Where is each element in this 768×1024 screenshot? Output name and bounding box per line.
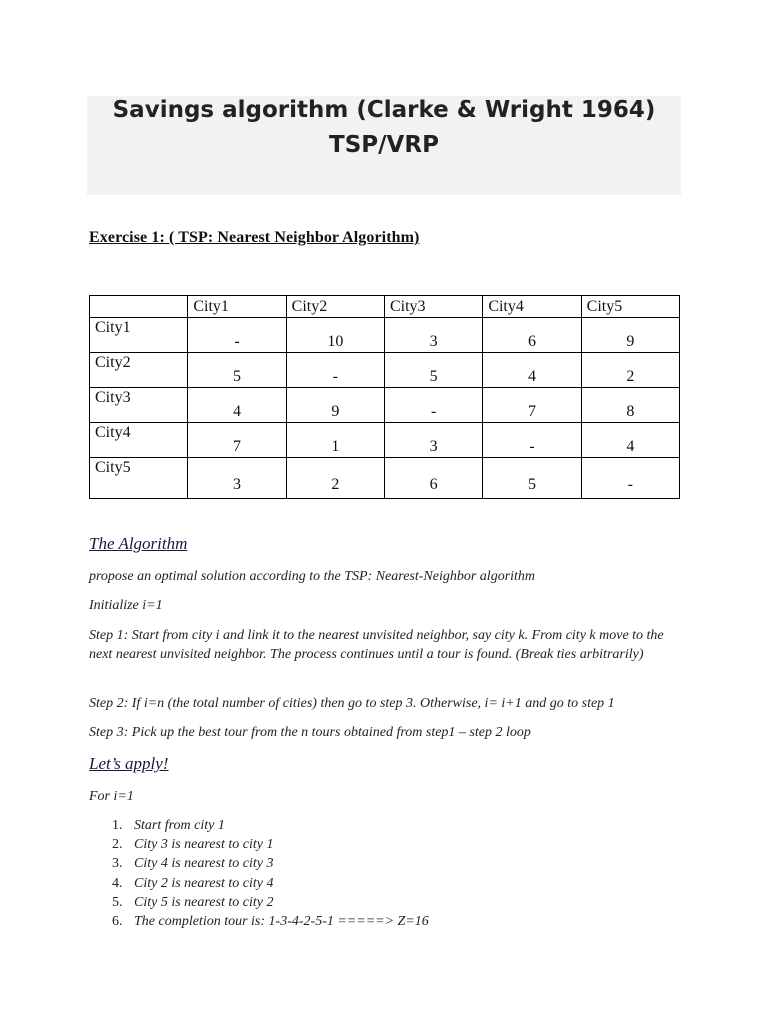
list-item-number: 3. [112,856,123,872]
row-header: City4 [90,423,188,458]
table-cell: 5 [188,353,286,388]
algorithm-init: Initialize i=1 [89,598,163,613]
apply-for-line: For i=1 [89,789,134,804]
table-header-row [90,296,680,318]
column-header: City1 [188,296,286,318]
distance-table [89,295,680,499]
algorithm-heading: The Algorithm [89,534,188,553]
list-item [108,816,429,835]
list-item-number: 6. [112,914,123,930]
list-item-number: 2. [112,837,123,853]
table-cell: - [483,423,581,458]
algorithm-step-1: Step 1: Start from city i and link it to the nearest unvisited neighbor, say city k. From city k move to the next nearest unvisited neighbor. The process continues until a tour is found. (Break ties arbitrarily) [89,628,664,662]
table-cell: 5 [483,458,581,499]
table-cell: 4 [188,388,286,423]
table-row [90,353,680,388]
table-cell: 6 [384,458,482,499]
list-item-text: Start from city 1 [134,818,225,833]
row-header: City1 [90,318,188,353]
list-item-text: City 5 is nearest to city 2 [134,894,274,910]
list-item-text: City 3 is nearest to city 1 [134,837,274,853]
table-cell: 9 [581,318,679,353]
exercise-heading: Exercise 1: ( TSP: Nearest Neighbor Algorithm) [89,229,420,246]
apply-heading: Let’s apply! [89,754,169,773]
table-row [90,458,680,499]
table-cell: 1 [286,423,384,458]
table-cell: 8 [581,388,679,423]
title-box [87,96,681,195]
list-item [108,854,429,873]
table-cell: 10 [286,318,384,353]
table-row [90,318,680,353]
list-item [108,893,429,912]
table-cell: 2 [581,353,679,388]
table-corner-cell [90,296,188,318]
document-subtitle: TSP/VRP [329,132,439,158]
list-item-number: 1. [112,818,123,833]
column-header: City4 [483,296,581,318]
column-header: City2 [286,296,384,318]
algorithm-step-3: Step 3: Pick up the best tour from the n tours obtained from step1 – step 2 loop [89,725,531,740]
algorithm-step-2: Step 2: If i=n (the total number of cities) then go to step 3. Otherwise, i= i+1 and go to step 1 [89,696,615,711]
table-cell: 4 [581,423,679,458]
table-cell: 2 [286,458,384,499]
list-item [108,835,429,854]
table-cell: - [188,318,286,353]
table-cell: 7 [483,388,581,423]
table-cell: 5 [384,353,482,388]
table-cell: 4 [483,353,581,388]
table-cell: 9 [286,388,384,423]
table-cell: 7 [188,423,286,458]
document-title: Savings algorithm (Clarke & Wright 1964) [112,97,656,123]
list-item [108,874,429,893]
list-item-text: The completion tour is: 1-3-4-2-5-1 =====> Z=16 [134,914,429,930]
column-header: City3 [384,296,482,318]
row-header: City5 [90,458,188,499]
list-item-text: City 4 is nearest to city 3 [134,856,274,872]
table-row [90,423,680,458]
column-header: City5 [581,296,679,318]
table-cell: - [384,388,482,423]
table-cell: - [581,458,679,499]
row-header: City3 [90,388,188,423]
table-cell: - [286,353,384,388]
list-item-number: 4. [112,875,123,891]
apply-steps-list [108,816,429,931]
table-cell: 3 [384,318,482,353]
algorithm-intro: propose an optimal solution according to the TSP: Nearest-Neighbor algorithm [89,569,536,584]
table-cell: 6 [483,318,581,353]
list-item-text: City 2 is nearest to city 4 [134,875,274,891]
table-cell: 3 [384,423,482,458]
list-item-number: 5. [112,894,123,910]
row-header: City2 [90,353,188,388]
table-cell: 3 [188,458,286,499]
list-item [108,912,429,931]
table-row [90,388,680,423]
